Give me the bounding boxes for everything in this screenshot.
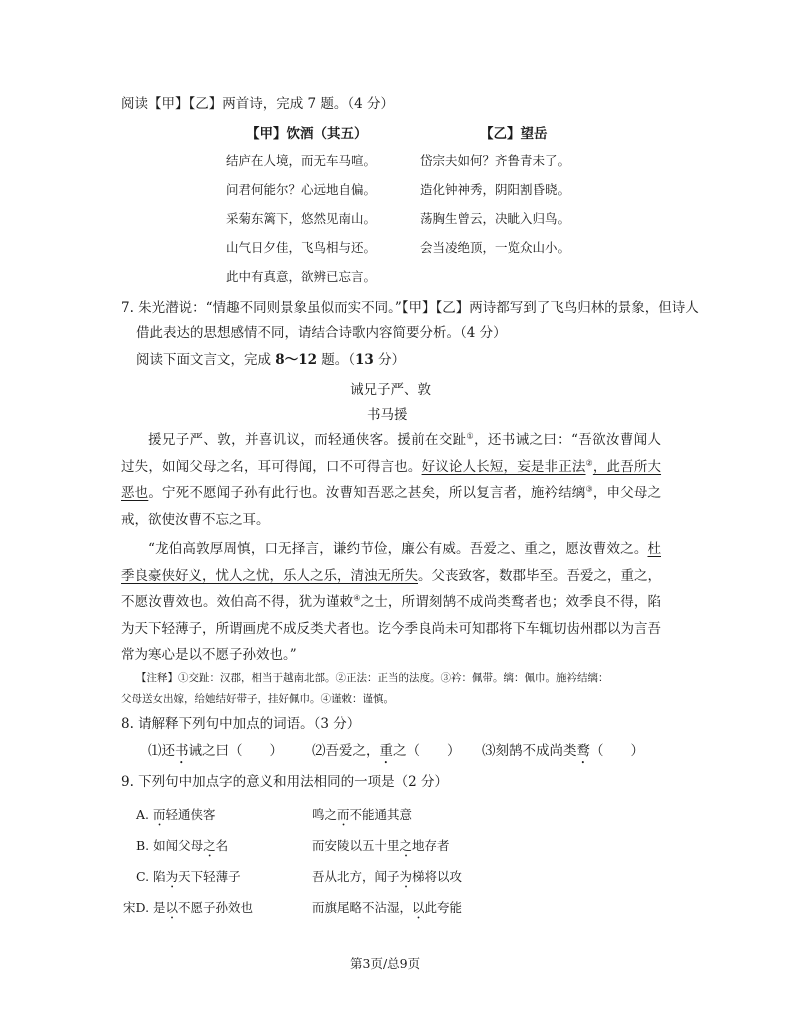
footnote-marker: ④: [353, 593, 361, 603]
dotted-word: 以: [165, 900, 179, 915]
item-text: ⑴还: [148, 743, 175, 759]
option-text: 天下轻薄子: [178, 869, 241, 884]
option-text: 吾从北方，闻子: [312, 869, 400, 884]
annotation-line-1: 【注释】①交趾：汉郡，相当于越南北部。②正法：正当的法度。③衿：佩带。缡：佩巾。施衿结缡：: [136, 672, 609, 684]
page-number: 第3页/总9页: [350, 956, 421, 971]
instruction-text: 题。（: [316, 352, 356, 368]
option-text: 不能通其意: [349, 807, 413, 822]
option-a-left: [136, 806, 216, 829]
dotted-word: 重: [379, 743, 393, 759]
question-8-item-3: [482, 742, 644, 767]
poem-reading-instruction: 阅读【甲】【乙】两首诗，完成 7 题。（4 分）: [121, 96, 395, 112]
annotation-line-2: 父母送女出嫁，给她结好带子，挂好佩巾。④谨敕：谨慎。: [121, 693, 394, 705]
option-d-right: [312, 899, 462, 922]
item-text: ⑵吾爱之，: [312, 743, 380, 759]
dotted-word: 而: [152, 807, 166, 822]
option-c-right: [312, 868, 462, 891]
poem-a-line: 结庐在人境，而无车马喧。: [226, 153, 377, 168]
option-text: B. 如闻父母: [136, 838, 204, 853]
poem-a-line: 问君何能尔？心远地自偏。: [226, 182, 377, 197]
question-7-line-1: 7. 朱光潜说：“情趣不同则景象虽似而实不同。”【甲】【乙】两诗都写到了飞鸟归林的景象，但诗人: [121, 300, 699, 316]
option-text: 而旗尾略不沾湿，: [312, 900, 413, 915]
poem-b-line: 荡胸生曾云，决眦入归鸟。: [420, 211, 571, 226]
item-text: ⑶刻鹄不成尚类: [482, 743, 577, 759]
underlined-sentence: 好议论人长短，妄是非正法: [421, 458, 586, 475]
instruction-text: 阅读下面文言文，完成: [136, 352, 276, 368]
option-text: 而安陵以五十里: [312, 838, 400, 853]
option-b-right: [312, 837, 450, 860]
item-text: 诫之曰（ ）: [188, 743, 283, 759]
essay-paragraph-1: [121, 427, 661, 533]
item-text: （ ）: [590, 743, 644, 759]
option-text: 名: [215, 838, 229, 853]
poem-b-line: 岱宗夫如何？齐鲁青未了。: [420, 153, 571, 168]
option-text: 轻通侠客: [165, 807, 216, 822]
option-text: C. 陷: [136, 869, 166, 884]
option-text: 梯将以攻: [412, 869, 463, 884]
option-a-right: [312, 806, 412, 829]
option-text: 地存者: [412, 838, 450, 853]
item-text: 之（ ）: [393, 743, 461, 759]
dotted-word: 鹜: [576, 743, 590, 759]
poem-a-line: 山气日夕佳，飞鸟相与还。: [226, 240, 377, 255]
question-range: 8～12: [275, 352, 317, 368]
option-b-left: [136, 837, 228, 860]
poem-b-line: 造化钟神秀，阴阳割昏晓。: [420, 182, 571, 197]
dotted-word: 书: [175, 743, 189, 759]
poem-b-line: 会当凌绝顶，一览众山小。: [420, 240, 571, 255]
option-c-left: [136, 868, 241, 891]
question-8-item-1: [148, 742, 283, 767]
essay-paragraph-2: [121, 536, 661, 669]
option-text: 不愿子孙效也: [178, 900, 254, 915]
essay-author: 书马援: [367, 407, 408, 423]
dotted-word: 之: [203, 838, 216, 853]
essay-text: ，还书诫之曰：“吾欲汝曹闻人过失，如闻父母之名，耳可得闻，口不可得言也。: [121, 432, 662, 475]
option-text: 鸣之: [312, 807, 338, 822]
underlined-sentence: ，此吾所大恶也: [121, 458, 662, 501]
essay-text: 。父丧致客，数郡毕至。吾爱之，重之，不愿汝曹效也。效伯高不得，犹为谨敕: [121, 567, 661, 610]
option-text: A.: [136, 807, 153, 822]
essay-title: 诫兄子严、敦: [350, 382, 431, 398]
essay-text: “龙伯高敦厚周慎，口无择言，谦约节俭，廉公有威。吾爱之、重之，愿汝曹效之。: [148, 541, 648, 557]
dotted-word: 为: [165, 869, 179, 884]
poem-a-title: 【甲】饮酒（其五）: [246, 126, 368, 142]
option-d-left: [123, 899, 253, 922]
question-8-stem: 8. 请解释下列句中加点的词语。（3 分）: [121, 716, 361, 732]
question-9-stem: 9. 下列句中加点字的意义和用法相同的一项是（2 分）: [121, 774, 449, 790]
dotted-word: 之: [399, 838, 413, 853]
classical-reading-instruction: [136, 351, 405, 369]
essay-text: 。宁死不愿闻子孙有此行也。汝曹知吾恶之甚矣，所以复言者，施衿结缡: [148, 485, 586, 501]
footnote-marker: ②: [585, 458, 593, 467]
poem-b-title: 【乙】望岳: [480, 126, 548, 142]
dotted-word: 而: [337, 807, 350, 822]
footnote-marker: ③: [585, 484, 593, 494]
option-text: 宋D. 是: [123, 900, 166, 915]
dotted-word: 为: [399, 869, 413, 884]
footnote-marker: ①: [466, 431, 475, 441]
essay-text: ，申父母之戒，欲使汝曹不忘之耳。: [121, 485, 662, 528]
essay-text: 援兄子严、敦，并喜讥议，而轻通侠客。援前在交趾: [148, 432, 467, 448]
essay-text: 之士，所谓刻鹄不成尚类鹜者也；效季良不得，陷为天下轻薄子，所谓画虎不成反类犬者也。讫今季良尚未可知郡将下车辄切齿州郡以为言吾常为寒心是以不愿子孙效也。”: [121, 594, 662, 663]
poem-a-line: 此中有真意，欲辨已忘言。: [226, 269, 377, 284]
poem-a-line: 采菊东篱下，悠然见南山。: [226, 211, 377, 226]
total-score: 13: [355, 352, 374, 368]
underlined-sentence: 杜季良豪侠好义，忧人之忧，乐人之乐，清浊无所失: [121, 541, 661, 584]
question-7-line-2: 借此表达的思想感情不同，请结合诗歌内容简要分析。（4 分）: [136, 325, 507, 341]
instruction-text: 分）: [373, 352, 406, 368]
question-8-item-2: [312, 742, 461, 767]
dotted-word: 以: [412, 900, 425, 915]
option-text: 此夸能: [424, 900, 463, 915]
